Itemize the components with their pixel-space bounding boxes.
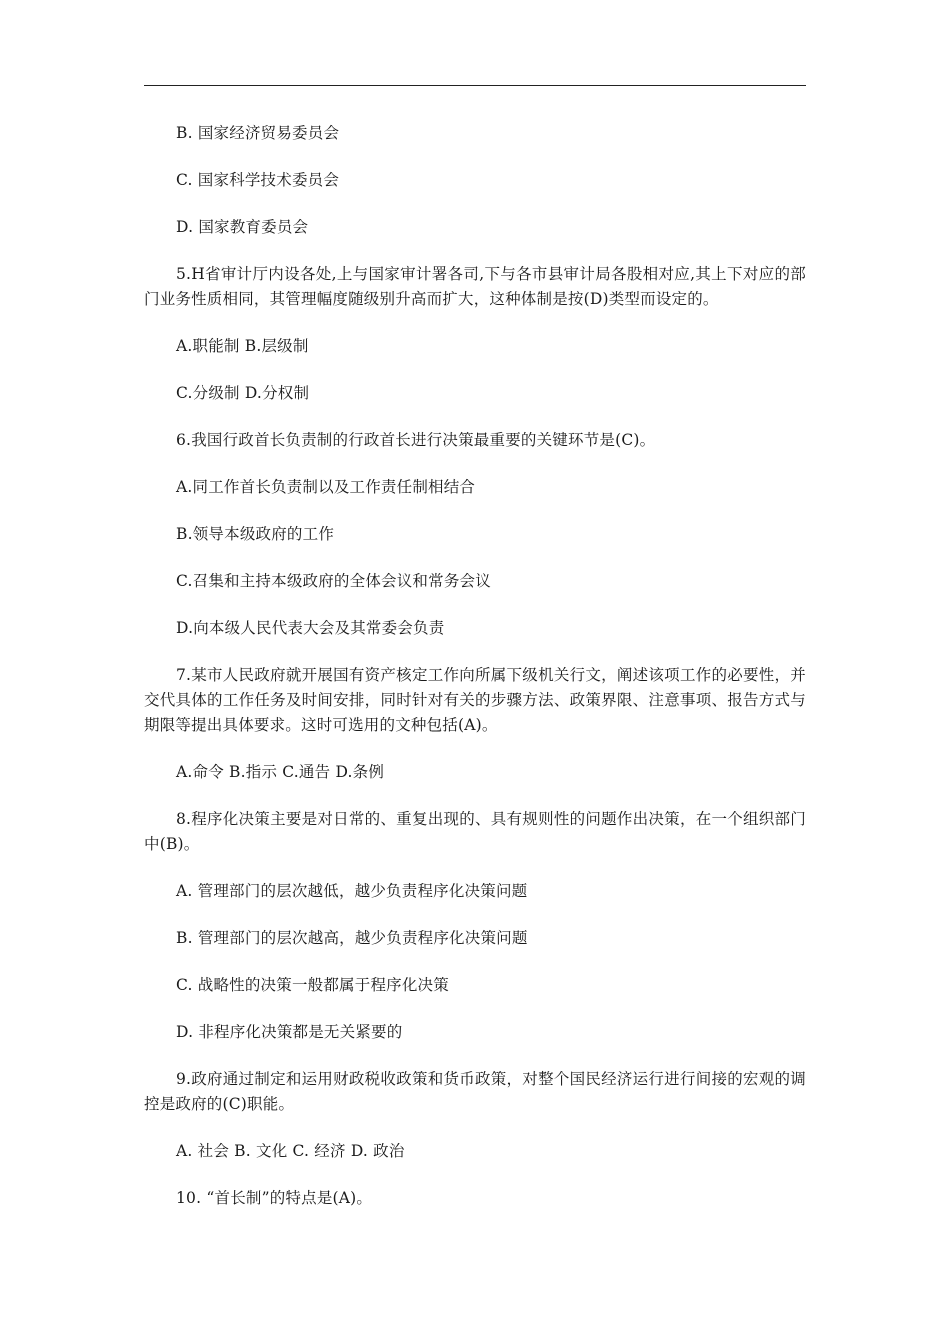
question-6-option-d: D.向本级人民代表大会及其常委会负责 <box>176 619 445 637</box>
question-7-options: A.命令 B.指示 C.通告 D.条例 <box>176 763 385 781</box>
question-6-option-c: C.召集和主持本级政府的全体会议和常务会议 <box>176 572 491 590</box>
question-8-option-d: D. 非程序化决策都是无关紧要的 <box>176 1023 403 1041</box>
question-8: 8.程序化决策主要是对日常的、重复出现的、具有规则性的问题作出决策，在一个组织部门中(B)。 <box>144 810 806 853</box>
question-10: 10. “首长制”的特点是(A)。 <box>176 1189 373 1207</box>
option-b-economy-trade: B. 国家经济贸易委员会 <box>176 124 340 142</box>
option-d-education: D. 国家教育委员会 <box>176 218 309 236</box>
header-rule <box>144 85 806 86</box>
question-6-option-a: A.同工作首长负责制以及工作责任制相结合 <box>176 478 476 496</box>
question-9: 9.政府通过制定和运用财政税收政策和货币政策，对整个国民经济运行进行间接的宏观的调控是政府的(C)职能。 <box>144 1070 806 1113</box>
question-8-option-a: A. 管理部门的层次越低，越少负责程序化决策问题 <box>176 882 528 900</box>
option-c-science-tech: C. 国家科学技术委员会 <box>176 171 340 189</box>
question-7: 7.某市人民政府就开展国有资产核定工作向所属下级机关行文，阐述该项工作的必要性，并交代具体的工作任务及时间安排，同时针对有关的步骤方法、政策界限、注意事项、报告方式与期限等提出具体要求。这时可选用的文种包括(A)。 <box>144 666 806 734</box>
question-9-options: A. 社会 B. 文化 C. 经济 D. 政治 <box>176 1142 405 1160</box>
question-5-options-ab: A.职能制 B.层级制 <box>176 337 309 355</box>
question-8-option-c: C. 战略性的决策一般都属于程序化决策 <box>176 976 449 994</box>
document-body <box>144 121 806 1233</box>
question-5-options-cd: C.分级制 D.分权制 <box>176 384 310 402</box>
question-6-option-b: B.领导本级政府的工作 <box>176 525 335 543</box>
question-5: 5.H省审计厅内设各处,上与国家审计署各司,下与各市县审计局各股相对应,其上下对应的部门业务性质相同，其管理幅度随级别升高而扩大，这种体制是按(D)类型而设定的。 <box>144 265 806 308</box>
question-6: 6.我国行政首长负责制的行政首长进行决策最重要的关键环节是(C)。 <box>176 431 656 449</box>
question-8-option-b: B. 管理部门的层次越高，越少负责程序化决策问题 <box>176 929 528 947</box>
